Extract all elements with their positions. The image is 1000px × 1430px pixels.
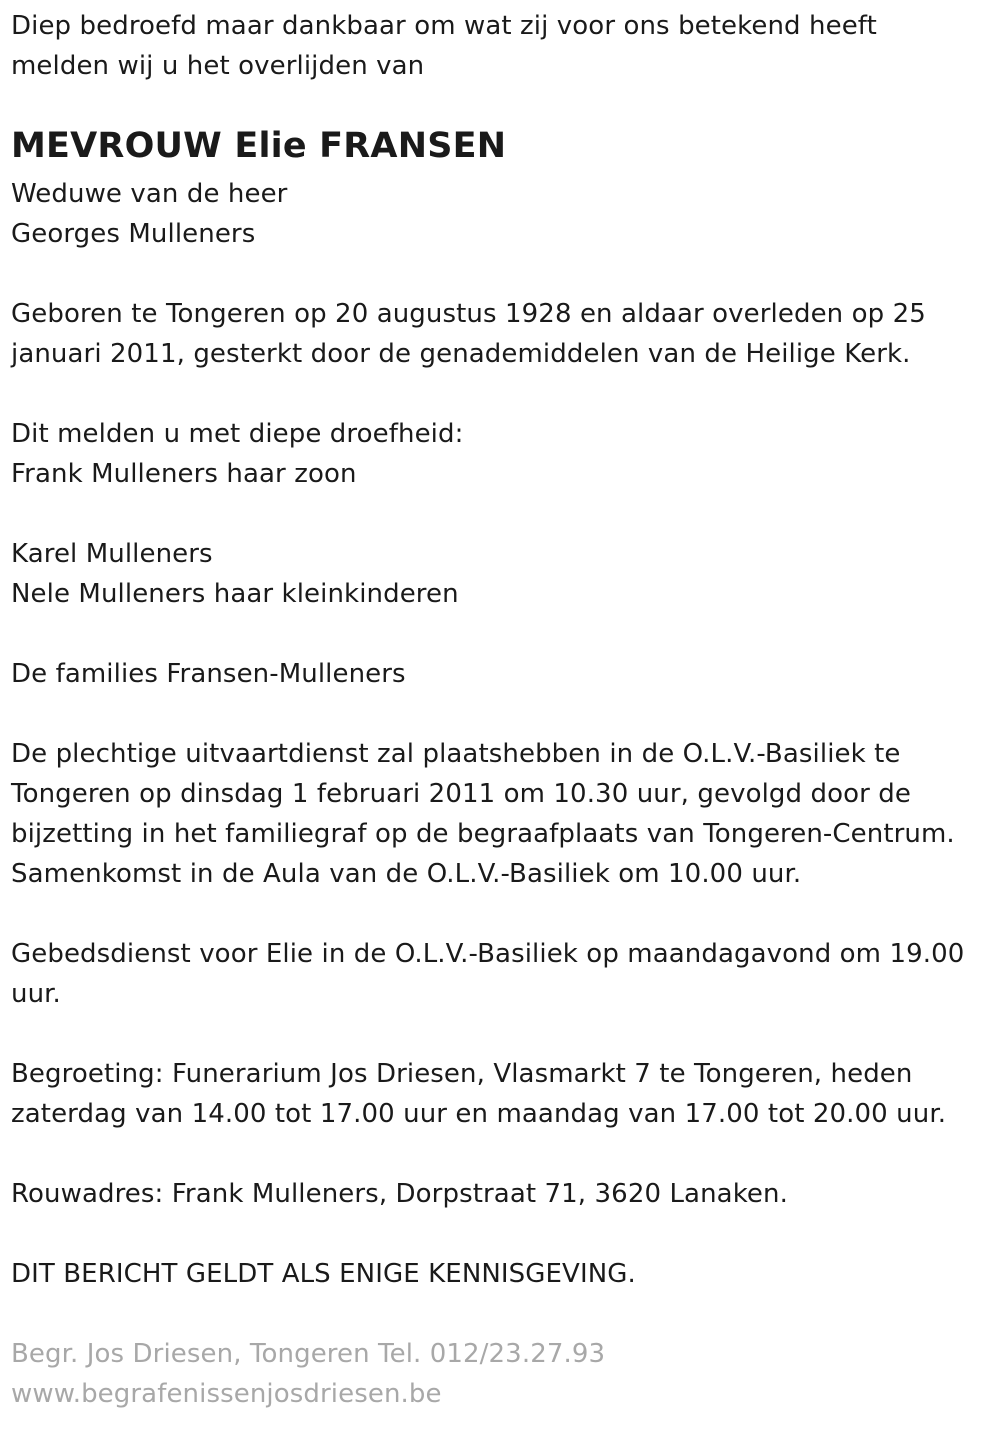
funeral-line: Tongeren op dinsdag 1 februari 2011 om 10.30 uur, gevolgd door de (11, 779, 911, 809)
notice-text: DIT BERICHT GELDT ALS ENIGE KENNISGEVING. (11, 1259, 636, 1289)
visitation-line: Begroeting: Funerarium Jos Driesen, Vlasmarkt 7 te Tongeren, heden (11, 1059, 913, 1089)
prayer-service-line: Gebedsdienst voor Elie in de O.L.V.-Basiliek op maandagavond om 19.00 (11, 939, 965, 969)
undertaker-info: Begr. Jos Driesen, Tongeren Tel. 012/23.27.93 (11, 1339, 606, 1369)
deceased-name: MEVROUW Elie FRANSEN (11, 126, 507, 166)
mourner-grandchild: Karel Mulleners (11, 539, 213, 569)
mourning-address-block (11, 1174, 788, 1214)
prayer-service-block (11, 934, 964, 1014)
prayer-service-line: uur. (11, 979, 61, 1009)
intro-block (11, 6, 877, 86)
mourner-grandchild: Nele Mulleners haar kleinkinderen (11, 579, 459, 609)
relation-block (11, 174, 287, 254)
relation-line: Georges Mulleners (11, 219, 256, 249)
mourners-intro-block (11, 414, 463, 494)
funeral-block (11, 734, 955, 894)
notice-block (11, 1254, 636, 1294)
intro-line: melden wij u het overlijden van (11, 51, 425, 81)
funeral-line: De plechtige uitvaartdienst zal plaatshebben in de O.L.V.-Basiliek te (11, 739, 901, 769)
funeral-line: bijzetting in het familiegraf op de begraafplaats van Tongeren-Centrum. (11, 819, 955, 849)
intro-line: Diep bedroefd maar dankbaar om wat zij voor ons betekend heeft (11, 11, 877, 41)
mourning-address: Rouwadres: Frank Mulleners, Dorpstraat 71, 3620 Lanaken. (11, 1179, 788, 1209)
visitation-line: zaterdag van 14.00 tot 17.00 uur en maandag van 17.00 tot 20.00 uur. (11, 1099, 947, 1129)
footer (11, 1334, 605, 1414)
funeral-line: Samenkomst in de Aula van de O.L.V.-Basiliek om 10.00 uur. (11, 859, 802, 889)
grandchildren-block (11, 534, 459, 614)
birth-death-line: januari 2011, gesterkt door de genademiddelen van de Heilige Kerk. (11, 339, 911, 369)
mourner-families: De families Fransen-Mulleners (11, 659, 406, 689)
website-link[interactable]: www.begrafenissenjosdriesen.be (11, 1379, 442, 1409)
birth-death-block (11, 294, 926, 374)
mourner-son: Frank Mulleners haar zoon (11, 459, 357, 489)
relation-line: Weduwe van de heer (11, 179, 288, 209)
visitation-block (11, 1054, 946, 1134)
mourners-intro: Dit melden u met diepe droefheid: (11, 419, 464, 449)
birth-death-line: Geboren te Tongeren op 20 augustus 1928 en aldaar overleden op 25 (11, 299, 926, 329)
families-block (11, 654, 406, 694)
